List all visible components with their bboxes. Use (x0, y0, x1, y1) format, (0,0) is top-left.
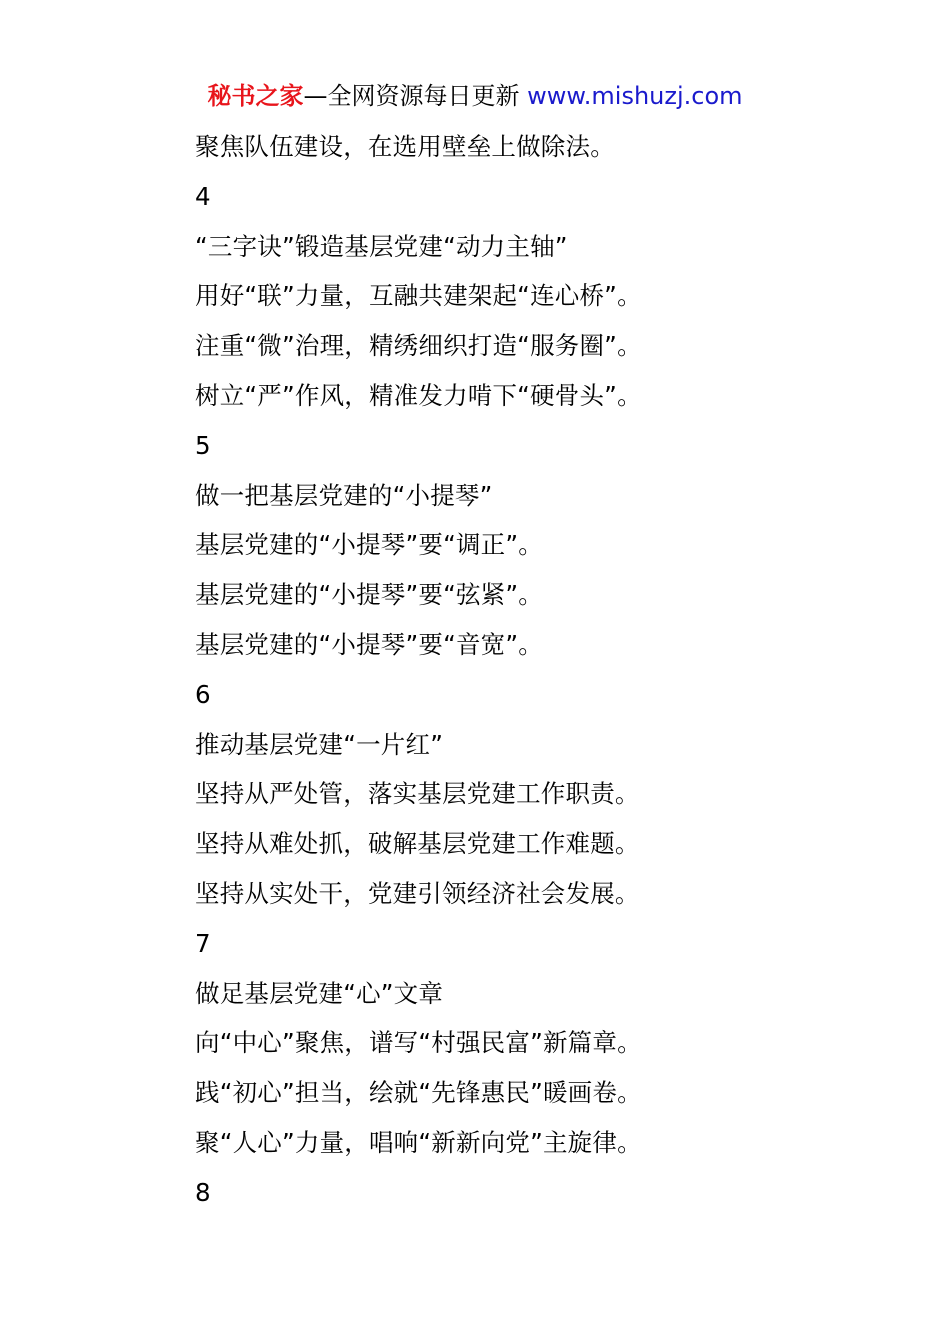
header-tagline: —全网资源每日更新 (303, 82, 528, 110)
section-title: “三字诀”锻造基层党建“动力主轴” (195, 231, 568, 261)
document-body (195, 122, 915, 1218)
section-number: 8 (195, 1177, 211, 1207)
site-url: www.mishuzj.com (527, 82, 743, 110)
text-line: 践“初心”担当，绘就“先锋惠民”暖画卷。 (195, 1078, 642, 1108)
text-line: 坚持从难处抓，破解基层党建工作难题。 (195, 829, 640, 859)
text-line: 聚“人心”力量，唱响“新新向党”主旋律。 (195, 1127, 642, 1157)
text-line: 基层党建的“小提琴”要“调正”。 (195, 530, 543, 560)
brand-name: 秘书之家 (207, 82, 304, 110)
section-title: 做一把基层党建的“小提琴” (195, 480, 493, 510)
section-number: 6 (195, 679, 211, 709)
text-line: 坚持从实处干，党建引领经济社会发展。 (195, 878, 640, 908)
page-header (0, 80, 950, 112)
text-line: 坚持从严处管，落实基层党建工作职责。 (195, 779, 640, 809)
section-number: 4 (195, 181, 211, 211)
text-line: 注重“微”治理，精绣细织打造“服务圈”。 (195, 331, 642, 361)
text-line: 向“中心”聚焦，谱写“村强民富”新篇章。 (195, 1028, 642, 1058)
section-title: 做足基层党建“心”文章 (195, 978, 444, 1008)
section-number: 5 (195, 430, 211, 460)
text-line: 基层党建的“小提琴”要“音宽”。 (195, 629, 543, 659)
section-title: 推动基层党建“一片红” (195, 729, 444, 759)
text-line: 树立“严”作风，精准发力啃下“硬骨头”。 (195, 380, 642, 410)
text-line: 基层党建的“小提琴”要“弦紧”。 (195, 580, 543, 610)
text-line: 聚焦队伍建设，在选用壁垒上做除法。 (195, 132, 615, 161)
text-line: 用好“联”力量，互融共建架起“连心桥”。 (195, 281, 642, 311)
section-number: 7 (195, 928, 211, 958)
